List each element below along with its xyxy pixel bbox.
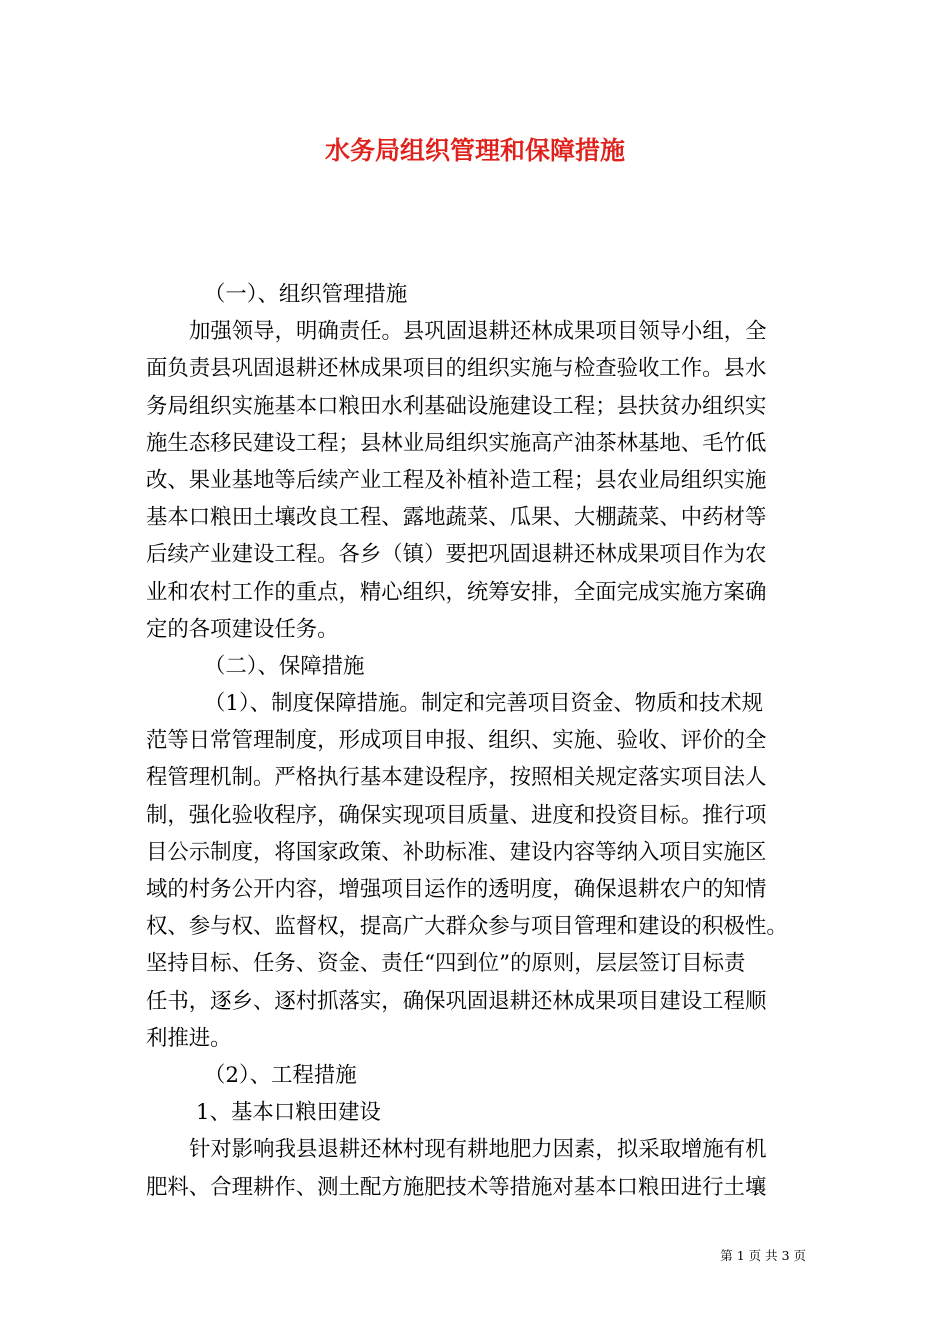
paragraph-line: 务局组织实施基本口粮田水利基础设施建设工程；县扶贫办组织实 bbox=[146, 393, 767, 419]
paragraph-line: 针对影响我县退耕还林村现有耕地肥力因素，拟采取增施有机 bbox=[189, 1137, 767, 1163]
paragraph-line: 权、参与权、监督权，提高广大群众参与项目管理和建设的积极性。 bbox=[146, 914, 788, 940]
paragraph-line: 施生态移民建设工程；县林业局组织实施高产油茶林基地、毛竹低 bbox=[146, 430, 767, 456]
paragraph-line: 目公示制度，将国家政策、补助标准、建设内容等纳入项目实施区 bbox=[146, 839, 767, 865]
paragraph-line: 制，强化验收程序，确保实现项目质量、进度和投资目标。推行项 bbox=[146, 802, 767, 828]
paragraph-line: 利推进。 bbox=[146, 1025, 232, 1051]
paragraph-line: 定的各项建设任务。 bbox=[146, 616, 339, 642]
section-heading-organization: （一）、组织管理措施 bbox=[204, 282, 408, 307]
paragraph-line: 任书，逐乡、逐村抓落实，确保巩固退耕还林成果项目建设工程顺 bbox=[146, 988, 767, 1014]
paragraph-line: 加强领导，明确责任。县巩固退耕还林成果项目领导小组，全 bbox=[189, 319, 767, 345]
paragraph-line: 面负责县巩固退耕还林成果项目的组织实施与检查验收工作。县水 bbox=[146, 356, 767, 382]
page-title: 水务局组织管理和保障措施 bbox=[324, 136, 625, 165]
paragraph-line: 域的村务公开内容，增强项目运作的透明度，确保退耕农户的知情 bbox=[146, 877, 767, 902]
list-item-heading: 1、基本口粮田建设 bbox=[196, 1100, 381, 1126]
paragraph-line: 坚持目标、任务、资金、责任“四到位”的原则，层层签订目标责 bbox=[146, 951, 746, 977]
paragraph-line: 肥料、合理耕作、测土配方施肥技术等措施对基本口粮田进行土壤 bbox=[146, 1174, 767, 1200]
paragraph-line: （1）、制度保障措施。制定和完善项目资金、物质和技术规 bbox=[204, 691, 764, 717]
paragraph-line: 范等日常管理制度，形成项目申报、组织、实施、验收、评价的全 bbox=[146, 728, 767, 754]
paragraph-line: 后续产业建设工程。各乡（镇）要把巩固退耕还林成果项目作为农 bbox=[146, 542, 767, 568]
paragraph-line: 业和农村工作的重点，精心组织，统筹安排，全面完成实施方案确 bbox=[146, 579, 767, 605]
page-number-footer: 第 1 页 共 3 页 bbox=[720, 1248, 806, 1263]
document-body bbox=[146, 276, 810, 1206]
section-heading-engineering: （2）、工程措施 bbox=[204, 1062, 357, 1088]
section-heading-safeguards: （二）、保障措施 bbox=[204, 653, 365, 679]
paragraph-line: 基本口粮田土壤改良工程、露地蔬菜、瓜果、大棚蔬菜、中药材等 bbox=[146, 505, 767, 531]
paragraph-line: 改、果业基地等后续产业工程及补植补造工程；县农业局组织实施 bbox=[146, 467, 767, 493]
paragraph-line: 程管理机制。严格执行基本建设程序，按照相关规定落实项目法人 bbox=[146, 765, 767, 791]
